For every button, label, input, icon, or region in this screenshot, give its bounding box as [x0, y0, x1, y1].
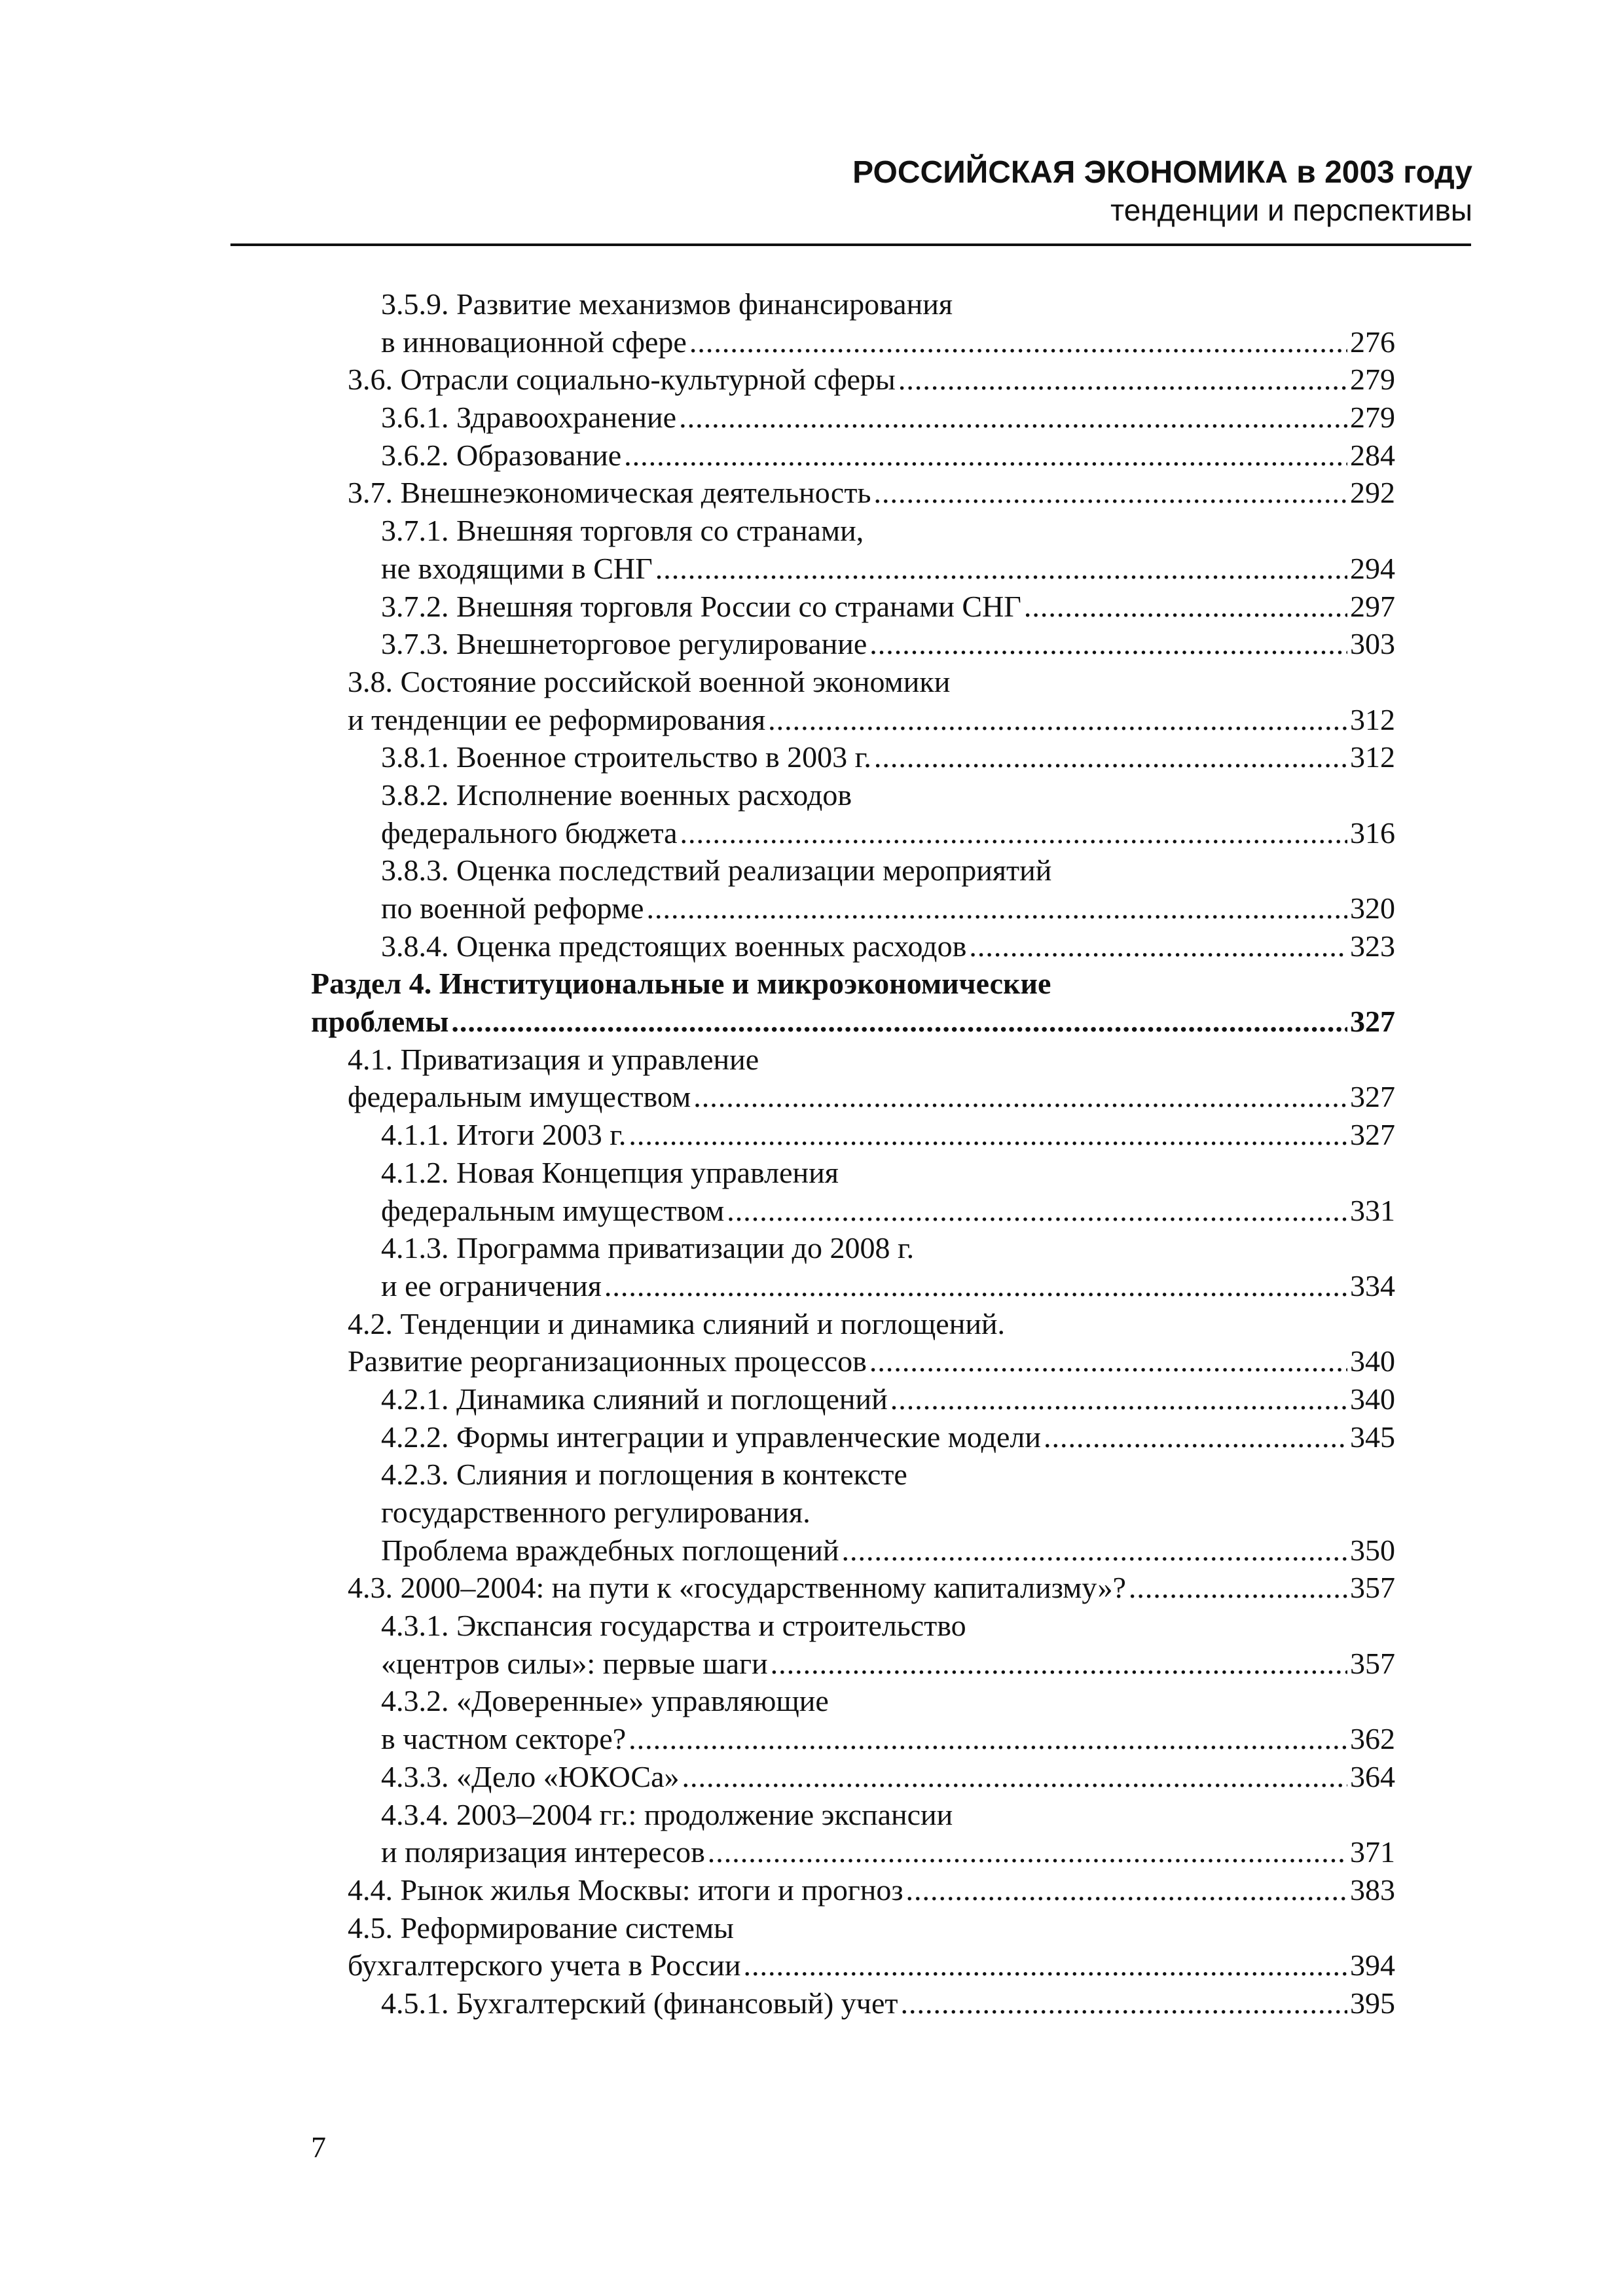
toc-entry-page: 395	[1350, 1986, 1395, 2020]
toc-entry	[311, 1154, 1395, 1192]
toc-entry	[311, 437, 1395, 475]
toc-entry-page: 362	[1350, 1722, 1395, 1756]
toc-entry	[311, 1909, 1395, 1947]
dot-leader	[768, 701, 1347, 739]
toc-entry-page: 279	[1350, 363, 1395, 397]
toc-entry-page: 316	[1350, 816, 1395, 850]
toc-entry-page: 320	[1350, 891, 1395, 925]
toc-entry-page: 284	[1350, 438, 1395, 472]
dot-leader	[646, 889, 1347, 927]
toc-entry-title: 4.4. Рынок жилья Москвы: итоги и прогноз	[348, 1873, 903, 1907]
dot-leader	[906, 1871, 1347, 1909]
dot-leader	[898, 361, 1347, 399]
dot-leader	[1129, 1569, 1347, 1607]
toc-entry-page: 327	[1350, 1005, 1395, 1039]
toc-entry	[311, 361, 1395, 399]
toc-entry	[311, 663, 1395, 701]
toc-entry-title: Раздел 4. Институциональные и микроэкономические	[311, 967, 1051, 1001]
toc-entry-page: 294	[1350, 551, 1395, 585]
toc-entry-title: 4.5.1. Бухгалтерский (финансовый) учет	[381, 1986, 898, 2020]
toc-entry	[311, 1871, 1395, 1909]
toc-entry-title: 4.1. Приватизация и управление	[348, 1042, 759, 1076]
dot-leader	[869, 1342, 1347, 1380]
toc-entry	[311, 1682, 1395, 1720]
toc-entry	[311, 1607, 1395, 1645]
toc-entry	[311, 1494, 1395, 1532]
dot-leader	[629, 1720, 1347, 1758]
toc-entry	[311, 1796, 1395, 1834]
toc-entry	[311, 1569, 1395, 1607]
toc-entry-title: не входящими в СНГ	[381, 551, 653, 585]
toc-entry-title: 4.3.3. «Дело «ЮКОСа»	[381, 1759, 680, 1793]
table-of-contents	[311, 285, 1395, 2022]
toc-entry	[311, 927, 1395, 965]
toc-entry-title: 3.8. Состояние российской военной экономики	[348, 664, 951, 698]
toc-entry-title: и ее ограничения	[381, 1268, 602, 1302]
toc-entry-title: в частном секторе?	[381, 1722, 627, 1756]
dot-leader	[873, 474, 1347, 512]
toc-entry	[311, 1532, 1395, 1570]
toc-entry	[311, 1720, 1395, 1758]
toc-entry	[311, 1984, 1395, 2022]
toc-entry-page: 334	[1350, 1268, 1395, 1302]
toc-entry-title: и поляризация интересов	[381, 1835, 705, 1869]
running-header	[852, 154, 1472, 228]
toc-entry-title: 3.7.3. Внешнеторговое регулирование	[381, 627, 867, 661]
toc-entry-title: по военной реформе	[381, 891, 644, 925]
toc-entry	[311, 323, 1395, 361]
dot-leader	[604, 1267, 1347, 1305]
toc-entry-page: 327	[1350, 1080, 1395, 1114]
toc-entry-title: 3.6.2. Образование	[381, 438, 622, 472]
toc-entry	[311, 814, 1395, 852]
toc-entry-title: 4.2.3. Слияния и поглощения в контексте	[381, 1458, 907, 1492]
toc-entry-title: федеральным имуществом	[381, 1193, 725, 1227]
toc-entry-title: 4.1.3. Программа приватизации до 2008 г.	[381, 1231, 915, 1265]
dot-leader	[655, 550, 1347, 588]
toc-entry-title: Развитие реорганизационных процессов	[348, 1344, 867, 1378]
toc-entry-title: 4.2.2. Формы интеграции и управленческие модели	[381, 1420, 1041, 1454]
toc-entry	[311, 965, 1395, 1003]
toc-entry	[311, 1003, 1395, 1041]
toc-entry	[311, 1645, 1395, 1683]
toc-entry-page: 297	[1350, 589, 1395, 623]
toc-entry-page: 327	[1350, 1118, 1395, 1152]
toc-entry	[311, 399, 1395, 437]
book-title: РОССИЙСКАЯ ЭКОНОМИКА в 2003 году	[852, 155, 1472, 190]
toc-entry-title: 3.7.1. Внешняя торговля со странами,	[381, 514, 864, 548]
toc-entry	[311, 1192, 1395, 1230]
dot-leader	[1044, 1418, 1347, 1456]
toc-entry-title: 3.6. Отрасли социально-культурной сферы	[348, 363, 896, 397]
toc-entry-page: 371	[1350, 1835, 1395, 1869]
toc-entry	[311, 1116, 1395, 1154]
toc-entry-page: 345	[1350, 1420, 1395, 1454]
toc-entry-page: 383	[1350, 1873, 1395, 1907]
toc-entry	[311, 1342, 1395, 1380]
dot-leader	[693, 1078, 1347, 1116]
dot-leader	[869, 625, 1347, 663]
toc-entry-title: бухгалтерского учета в России	[348, 1948, 741, 1982]
dot-leader	[874, 738, 1347, 776]
toc-entry	[311, 701, 1395, 739]
dot-leader	[743, 1946, 1347, 1984]
dot-leader	[969, 927, 1347, 965]
dot-leader	[689, 323, 1347, 361]
header-divider	[230, 243, 1471, 246]
toc-entry-title: федеральным имуществом	[348, 1080, 691, 1114]
toc-entry-title: 4.3.2. «Доверенные» управляющие	[381, 1684, 829, 1718]
toc-entry-page: 312	[1350, 702, 1395, 736]
toc-entry-page: 279	[1350, 401, 1395, 435]
dot-leader	[900, 1984, 1347, 2022]
toc-entry-title: 4.5. Реформирование системы	[348, 1910, 734, 1945]
toc-entry-page: 394	[1350, 1948, 1395, 1982]
toc-entry	[311, 852, 1395, 889]
toc-entry-title: 3.8.4. Оценка предстоящих военных расходов	[381, 929, 967, 963]
dot-leader	[680, 814, 1347, 852]
toc-entry-page: 340	[1350, 1344, 1395, 1378]
dot-leader	[727, 1192, 1347, 1230]
toc-entry-page: 292	[1350, 476, 1395, 510]
dot-leader	[708, 1833, 1347, 1871]
toc-entry-title: «центров силы»: первые шаги	[381, 1646, 768, 1680]
toc-entry	[311, 1267, 1395, 1305]
toc-entry-title: 3.5.9. Развитие механизмов финансирования	[381, 287, 953, 321]
toc-entry-page: 276	[1350, 325, 1395, 359]
toc-entry	[311, 776, 1395, 814]
toc-entry-title: 3.7.2. Внешняя торговля России со странами СНГ	[381, 589, 1021, 623]
toc-entry-title: Проблема враждебных поглощений	[381, 1533, 839, 1567]
toc-entry	[311, 1305, 1395, 1343]
toc-entry-title: 4.3.4. 2003–2004 гг.: продолжение экспансии	[381, 1797, 953, 1831]
toc-entry-title: 3.8.2. Исполнение военных расходов	[381, 778, 852, 812]
toc-entry-page: 340	[1350, 1382, 1395, 1416]
toc-entry-page: 364	[1350, 1759, 1395, 1793]
book-subtitle: тенденции и перспективы	[1110, 193, 1472, 227]
dot-leader	[624, 437, 1347, 475]
toc-entry	[311, 625, 1395, 663]
toc-entry-page: 350	[1350, 1533, 1395, 1567]
toc-entry-title: в инновационной сфере	[381, 325, 687, 359]
toc-entry	[311, 550, 1395, 588]
toc-entry-title: 4.3. 2000–2004: на пути к «государственному капитализму»?	[348, 1571, 1126, 1605]
toc-entry-page: 312	[1350, 740, 1395, 774]
dot-leader	[629, 1116, 1347, 1154]
toc-entry-title: 3.7. Внешнеэкономическая деятельность	[348, 476, 871, 510]
toc-entry	[311, 738, 1395, 776]
toc-entry	[311, 1229, 1395, 1267]
toc-entry	[311, 1078, 1395, 1116]
toc-entry-title: проблемы	[311, 1005, 449, 1039]
dot-leader	[682, 1758, 1347, 1796]
toc-entry-page: 303	[1350, 627, 1395, 661]
toc-entry-title: 4.2. Тенденции и динамика слияний и поглощений.	[348, 1306, 1006, 1340]
toc-entry-page: 323	[1350, 929, 1395, 963]
toc-entry	[311, 1418, 1395, 1456]
toc-entry	[311, 474, 1395, 512]
toc-entry-title: 3.6.1. Здравоохранение	[381, 401, 677, 435]
toc-entry	[311, 1833, 1395, 1871]
toc-entry-title: 4.1.1. Итоги 2003 г.	[381, 1118, 627, 1152]
page-number: 7	[311, 2130, 326, 2164]
toc-entry-title: и тенденции ее реформирования	[348, 702, 766, 736]
toc-entry-title: 3.8.3. Оценка последствий реализации мероприятий	[381, 853, 1052, 888]
toc-entry-title: 4.3.1. Экспансия государства и строительство	[381, 1609, 966, 1643]
toc-entry-title: 3.8.1. Военное строительство в 2003 г.	[381, 740, 871, 774]
dot-leader	[451, 1003, 1347, 1041]
dot-leader	[679, 399, 1347, 437]
toc-entry	[311, 285, 1395, 323]
toc-entry	[311, 1946, 1395, 1984]
toc-entry	[311, 512, 1395, 550]
toc-entry-page: 357	[1350, 1646, 1395, 1680]
toc-entry-title: 4.2.1. Динамика слияний и поглощений	[381, 1382, 888, 1416]
toc-entry-title: государственного регулирования.	[381, 1496, 811, 1529]
dot-leader	[1024, 588, 1347, 626]
toc-entry	[311, 1041, 1395, 1079]
dot-leader	[771, 1645, 1347, 1683]
toc-entry	[311, 1758, 1395, 1796]
dot-leader	[890, 1380, 1347, 1418]
toc-entry	[311, 889, 1395, 927]
toc-entry-title: федерального бюджета	[381, 816, 678, 850]
toc-entry-page: 357	[1350, 1571, 1395, 1605]
toc-entry-page: 331	[1350, 1193, 1395, 1227]
toc-entry	[311, 1456, 1395, 1494]
toc-entry	[311, 588, 1395, 626]
toc-entry-title: 4.1.2. Новая Концепция управления	[381, 1155, 839, 1189]
toc-entry	[311, 1380, 1395, 1418]
dot-leader	[842, 1532, 1347, 1570]
